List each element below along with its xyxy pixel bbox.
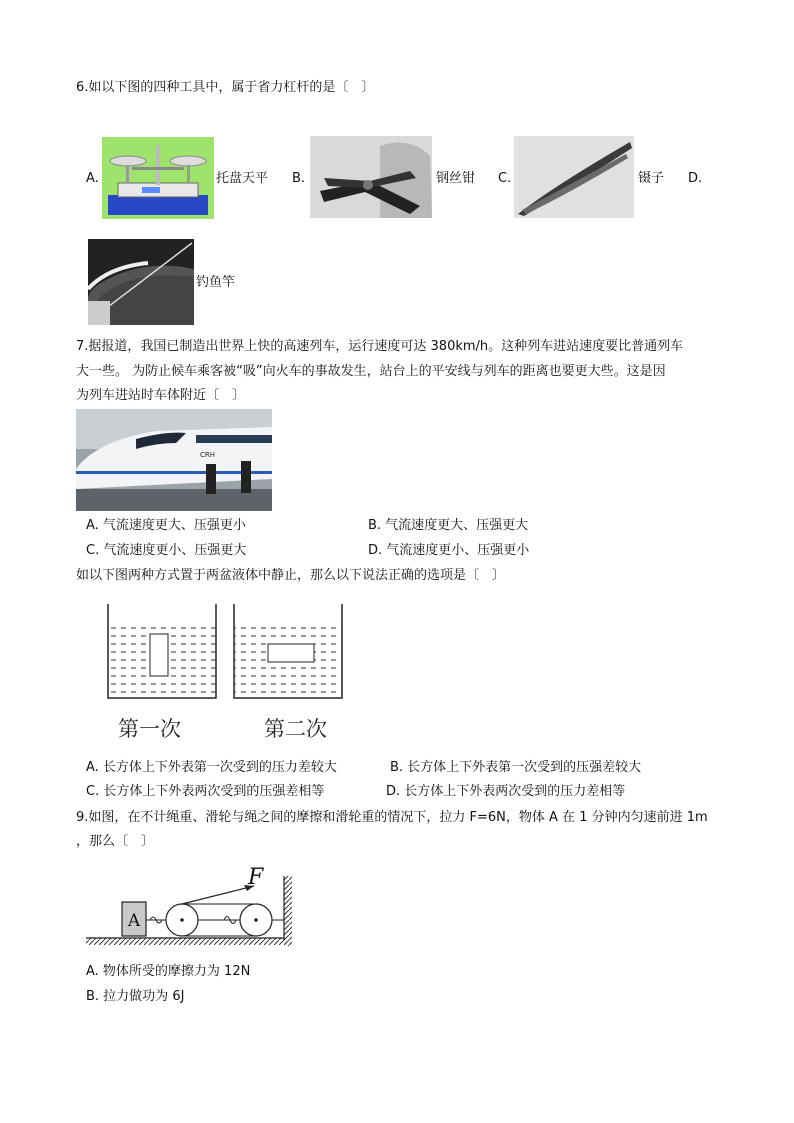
q6-option-c-letter: C. (498, 171, 512, 186)
q6-option-b-name: 钢丝钳 (436, 171, 476, 186)
q8-stem: 如以下图两种方式置于两盆液体中静止，那么以下说法正确的选项是〔 〕 (76, 568, 506, 583)
pliers-image (310, 136, 432, 218)
train-logo: CRH (200, 451, 216, 459)
balance-scale-image (102, 137, 214, 219)
q6-stem: 6.如以下图的四种工具中，属于省力杠杆的是〔 〕 (76, 80, 375, 95)
q7-option-a: A. 气流速度更大、压强更小 (86, 518, 246, 533)
fishing-rod-image (88, 239, 194, 325)
caption-first: 第一次 (118, 717, 181, 741)
block-a-label: A (127, 911, 141, 931)
q6-option-b-letter: B. (292, 171, 306, 186)
q7-stem-line1: 7.据报道，我国已制造出世界上快的高速列车，运行速度可达 380km/h。这种列车进站速度要比普通列车 (76, 339, 684, 354)
q7-option-c: C. 气流速度更小、压强更大 (86, 543, 247, 558)
q6-option-a-letter: A. (86, 171, 99, 186)
pulley-system-diagram (84, 860, 300, 950)
q8-option-d: D. 长方体上下外表两次受到的压力差相等 (386, 784, 626, 799)
q9-option-b: B. 拉力做功为 6J (86, 989, 185, 1004)
q7-stem-line3: 为列车进站时车体附近〔 〕 (76, 388, 246, 403)
high-speed-train-image (76, 409, 272, 511)
q8-option-b: B. 长方体上下外表第一次受到的压强差较大 (390, 760, 642, 775)
q9-stem-line1: 9.如图，在不计绳重、滑轮与绳之间的摩擦和滑轮重的情况下，拉力 F=6N，物体 A 在 1 分钟内匀速前进 1m (76, 810, 708, 825)
q6-option-c-name: 镊子 (638, 171, 665, 186)
tweezers-image (514, 136, 634, 218)
q6-option-d-name: 钓鱼竿 (196, 275, 236, 290)
q6-option-d-letter: D. (688, 171, 703, 186)
caption-second: 第二次 (264, 717, 327, 741)
q8-option-c: C. 长方体上下外表两次受到的压强差相等 (86, 784, 325, 799)
force-f-label: F (248, 865, 264, 890)
q9-option-a: A. 物体所受的摩擦力为 12N (86, 964, 251, 979)
q8-option-a: A. 长方体上下外表第一次受到的压力差较大 (86, 760, 337, 775)
q7-option-d: D. 气流速度更小、压强更小 (368, 543, 530, 558)
q7-option-b: B. 气流速度更大、压强更大 (368, 518, 529, 533)
q7-stem-line2: 大一些。 为防止候车乘客被“吸”向火车的事故发生，站台上的平安线与列车的距离也要更大些。这是因 (76, 364, 666, 379)
q6-option-a-name: 托盘天平 (216, 171, 269, 186)
q9-stem-line2: ，那么〔 〕 (76, 834, 155, 849)
two-containers-diagram (100, 600, 350, 706)
